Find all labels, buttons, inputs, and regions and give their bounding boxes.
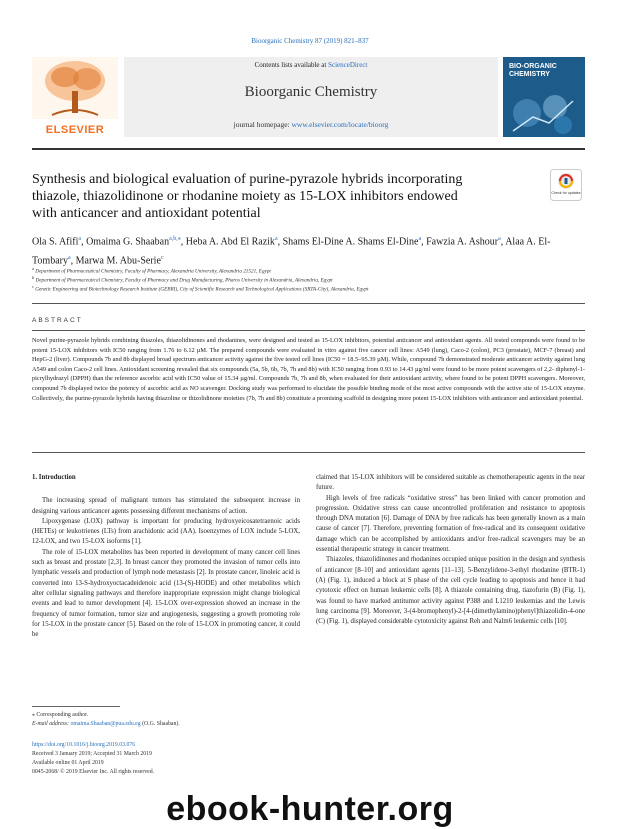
journal-name: Bioorganic Chemistry (244, 84, 378, 100)
homepage-prefix: journal homepage: (233, 120, 292, 129)
check-for-updates-badge[interactable] (550, 169, 582, 201)
abstract-bottom-rule (32, 452, 585, 453)
affiliation-rule (32, 303, 585, 304)
abstract-text: Novel purine-pyrazole hybrids combining thiazoles, thiazolidinones and rhodanines, were designed and tested as 15-LOX inhibitors, potential anticancer and antioxidant agents. All tested compounds were found to be potent 15-LOX inhibitors with IC50 ranging from 1.76 to 6.12 µM. The prepared compounds were evaluated in vitro against five cancer cell lines: A549 (lung), Caco-2 (colon), PC3 (prostate), MCF-7 (breast) and HepG-2 (liver). Compounds 7b and 8b displayed broad spectrum anticancer activity against the five tested cell lines (IC50 = 18.5–95.39 µM). While, compound 7h demonstrated moderate anticancer activity against lung A549 and colon Caco-2 cell lines. Antioxidant screening revealed that six compounds (5a, 5b, 6b, 7b, 7h and 8b) with IC50 ranging from 0.93 to 14.43 µg/ml were found to be more potent scavengers of 2,2- diphenyl-1-picrylhydrazyl (DPPH) than the reference ascorbic acid with IC50 value of 15.34 µg/ml. Compounds 7b, 7h and 8b, when evaluated for their antioxidant activity, where found to be potent DPPH scavengers. Moreover, compound 7b displayed twice the potency of ascorbic acid as NO scavenger. Docking study was performed to elucidate the possible binding mode of the most active compounds with the active site of 15-LOX enzyme. Collectively, the purine-pyrazole hybrids having thiazoline or thizolidinone moieties (7b, 7h and 8b) constitute a promising scaffold in designing more potent 15-LOX inhibitors with anticancer and antioxidant potential. (32, 337, 585, 402)
elsevier-tree-icon (32, 57, 118, 119)
affiliation-text: Department of Pharmaceutical Chemistry, Faculty of Pharmacy, Alexandria University, Alexandria 21521, Egypt (35, 268, 271, 275)
body-paragraph: The role of 15-LOX metabolites has been reported in development of many cancer cell lines such as breast and prostate [2,3]. In breast cancer they promoted the invasion of tumor cells into lymphatic vessels and production of lymph node metastasis [2]. In prostate cancer, linoleic acid is converted into 13-S-hydroxyoctacadeidenoic acid (13-(S)-HODE) and other metabolites which alter cellular signaling pathways and therefore inappropriate expression might change biological events and lead to tumor development [4]. 15-LOX over-expression showed an increase in the frequency of tumor formation, tumor size and angiogenesis, suggesting a growth promoting role for 15-LOX in the prostate cancer [5]. Based on the role of 15-LOX in promoting cancer, it could be (32, 548, 300, 639)
journal-reference[interactable]: Bioorganic Chemistry 87 (2019) 821–837 (251, 37, 369, 45)
section-heading: 1. Introduction (32, 474, 76, 481)
author-name[interactable]: Heba A. Abd El Razik (185, 236, 275, 248)
body-paragraph: Lipoxygenase (LOX) pathway is important for producing hydroxyeicosatetraenoic acids (HETEs) or leukotrienes (LTs) from arachidonic acid (AA). Isoenzymes of LOX include 5-LOX, 12-LOX, and two 15-LOX isoforms [1]. (32, 517, 300, 546)
check-for-updates-label: Check for updates (551, 191, 581, 195)
affiliation-text: Genetic Engineering and Biotechnology Research Institute (GEBRI), City of Scientific Research and Technological Applications (SRTA-City), Alexandria, Egypt (35, 286, 369, 293)
affiliation-a (32, 266, 585, 275)
elsevier-logo (32, 57, 118, 137)
author-affil-mark[interactable]: a (67, 255, 71, 262)
email-note (32, 720, 300, 728)
affiliation-b (32, 275, 585, 284)
cover-title: BIO-ORGANIC CHEMISTRY (509, 63, 557, 78)
header-rule (32, 148, 585, 150)
author-affil-mark[interactable]: a (78, 236, 82, 242)
author-name[interactable]: Alaa A. El-Tombary (32, 236, 551, 267)
footnote-rule (32, 706, 120, 707)
journal-banner (124, 57, 498, 137)
abstract-heading: ABSTRACT (32, 317, 83, 324)
affiliation-mark: a (32, 266, 34, 271)
contents-prefix: Contents lists available at (254, 61, 329, 69)
author-name[interactable]: Fawzia A. Ashour (426, 236, 499, 248)
author-list: Ola S. Afifi$^a$, Omaima G. Shaaban$^{a,b,⁎}$, Heba A. Abd El Razik$^a$, Shams El-Dine A. Shams El-Dine$^a$, Fawzia A. Ashour$^a$, Alaa A. El-Tombary$^a$, Marwa M. Abu-Serie$^c$ (32, 236, 551, 267)
author-name[interactable]: Ola S. Afifi (32, 236, 79, 248)
received-date: Received 3 January 2019; Accepted 31 March 2019 (32, 751, 152, 757)
email-suffix: (O.G. Shaaban). (140, 721, 180, 727)
corresponding-author-note: ⁎ Corresponding author. (32, 712, 89, 718)
author-name[interactable]: Shams El-Dine A. Shams El-Dine (282, 236, 419, 248)
online-date: Available online 01 April 2019 (32, 760, 104, 766)
author-affil-mark[interactable]: c (160, 255, 164, 262)
journal-cover-image[interactable] (503, 57, 585, 137)
cover-decoration-icon (503, 87, 585, 137)
email-prefix: E-mail address: (32, 721, 71, 727)
affiliation-c (32, 284, 585, 293)
homepage-link[interactable]: www.elsevier.com/locate/bioorg (291, 120, 389, 129)
affiliation-mark: c (32, 284, 34, 289)
watermark-text: ebook-hunter.org (166, 790, 454, 828)
abstract-rule (32, 330, 585, 331)
affiliation-text: Department of Pharmaceutical Chemistry, Faculty of Pharmacy and Drug Manufacturing, Pharos University in Alexandria, Alexandria, Egypt (35, 277, 333, 284)
author-name[interactable]: Omaima G. Shaaban (86, 236, 170, 248)
author-name[interactable]: Marwa M. Abu-Serie (75, 255, 161, 267)
body-column-left (32, 473, 300, 640)
sciencedirect-link[interactable]: ScienceDirect (328, 61, 368, 69)
contents-line (124, 61, 498, 69)
homepage-line (124, 120, 498, 129)
body-paragraph: Thiazoles, thiazolidinones and rhodanines occupied unique position in the design and synthesis of anticancer [8–10] and antioxidant agents [11–13]. 5-Benzylidene-3-ethyl rhodanine (BTR-1) (A) (Fig. 1), induced a block at S phase of the cell cycle leading to apoptosis and hence it had cytotoxic effect on human leukemic cells [8]. A thiazole containing drug, tiazofurin (B) (Fig. 1), was found to have marked antitumor activity against P388 and L1210 leukemias and the Lewis lung carcinoma [9]. Moreover, 3-(4-bromophenyl)-2-[4-(dimethylamino)phenyl]thiazolidin-4-one (C) (Fig. 1), displayed considerable cytotoxicity against Reh and Nalm6 leukemic cells [10]. (316, 556, 585, 626)
author-affil-mark[interactable]: a (274, 236, 278, 242)
doi-link[interactable] (32, 741, 300, 749)
body-paragraph: High levels of free radicals “oxidative stress” has been linked with cancer promotion and progression. Oxidative stress can cause uncontrolled proliferation and resistance to apoptosis through DNA mutation [6]. Damage of DNA by free radicals has been generally known as a main cause of cancer [7]. Therefore, preventing formation of free-radical and its consequent oxidative damage which can be accomplished by antioxidants and/or free-radical scavengers may be an essential therapeutic strategy in cancer treatment. (316, 494, 585, 554)
body-paragraph: The increasing spread of malignant tumors has stimulated the subsequent increase in designing various anticancer agents possessing different mechanisms of action. (32, 497, 300, 515)
copyright-line: 0045-2068/ © 2019 Elsevier Inc. All rights reserved. (32, 769, 155, 775)
doi-text[interactable]: https://doi.org/10.1016/j.bioorg.2019.03.076 (32, 742, 136, 748)
article-title: Synthesis and biological evaluation of purine-pyrazole hybrids incorporating thiazole, thiazolidinone or rhodanine moiety as 15-LOX inhibitors endowed with anticancer and antioxidant potential (32, 172, 463, 221)
body-paragraph: claimed that 15-LOX inhibitors will be considered suitable as chemotherapeutic agents in the near future. (316, 474, 585, 492)
author-affil-mark[interactable]: a,b,⁎ (169, 236, 181, 242)
check-for-updates-icon (550, 169, 582, 201)
publisher-logo-text: ELSEVIER (45, 124, 105, 136)
author-affil-mark[interactable]: a (498, 236, 501, 242)
body-column-right (316, 473, 585, 627)
author-affil-mark[interactable]: a (418, 236, 422, 242)
email-link[interactable]: omaima.Shaaban@pua.edu.eg (70, 721, 141, 727)
affiliation-mark: b (32, 275, 35, 280)
